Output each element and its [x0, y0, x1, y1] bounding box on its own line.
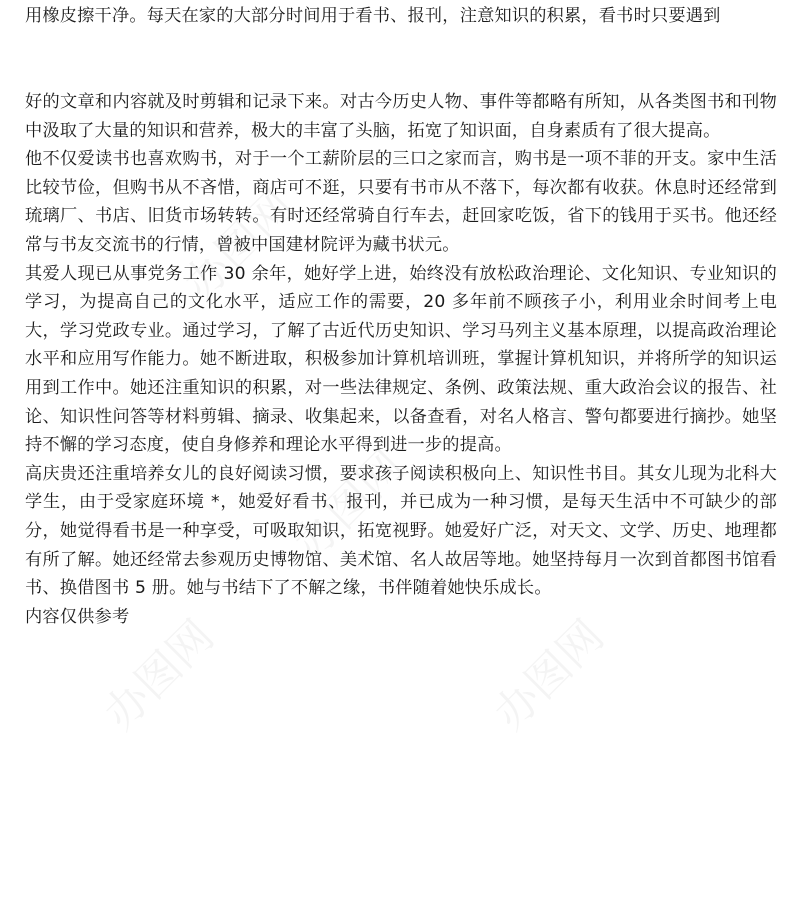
body-text — [25, 88, 777, 631]
paragraph-fragment: 用橡皮擦干净。每天在家的大部分时间用于看书、报刊，注意知识的积累，看书时只要遇到 — [25, 6, 721, 26]
paragraph: 其爱人现已从事党务工作 30 余年，她好学上进，始终没有放松政治理论、文化知识、专业知识的学习，为提高自己的文化水平，适应工作的需要，20 多年前不顾孩子小，利用业余时间考上电大，学习党政专业。通过学习，了解了古近代历史知识、学习马列主义基本原理，以提高政治理论水平和应用写作能力。她不断进取，积极参加计算机培训班，掌握计算机知识，并将所学的知识运用到工作中。她还注重知识的积累，对一些法律规定、条例、政策法规、重大政治会议的报告、社论、知识性问答等材料剪辑、摘录、收集起来，以备查看，对名人格言、警句都要进行摘抄。她坚持不懈的学习态度，使自身修养和理论水平得到进一步的提高。 — [25, 263, 777, 456]
paragraph: 高庆贵还注重培养女儿的良好阅读习惯，要求孩子阅读积极向上、知识性书目。其女儿现为北科大学生，由于受家庭环境 *，她爱好看书、报刊，并已成为一种习惯，是每天生活中不可缺少的部分，她觉得看书是一种享受，可吸取知识，拓宽视野。她爱好广泛，对天文、文学、历史、地理都有所了解。她还经常去参观历史博物馆、美术馆、名人故居等地。她坚持每月一次到首都图书馆看书、换借图书 5 册。她与书结下了不解之缘，书伴随着她快乐成长。 — [25, 463, 777, 599]
paragraph: 他不仅爱读书也喜欢购书，对于一个工薪阶层的三口之家而言，购书是一项不菲的开支。家中生活比较节俭，但购书从不吝惜，商店可不逛，只要有书市从不落下，每次都有收获。休息时还经常到琉璃厂、书店、旧货市场转转。有时还经常骑自行车去，赶回家吃饭，省下的钱用于买书。他还经常与书友交流书的行情，曾被中国建材院评为藏书状元。 — [25, 149, 777, 255]
closing-note: 内容仅供参考 — [25, 606, 130, 627]
cut-off-text-top — [25, 0, 777, 31]
paragraph: 好的文章和内容就及时剪辑和记录下来。对古今历史人物、事件等都略有所知，从各类图书和刊物中汲取了大量的知识和营养，极大的丰富了头脑，拓宽了知识面，自身素质有了很大提高。 — [25, 92, 777, 141]
